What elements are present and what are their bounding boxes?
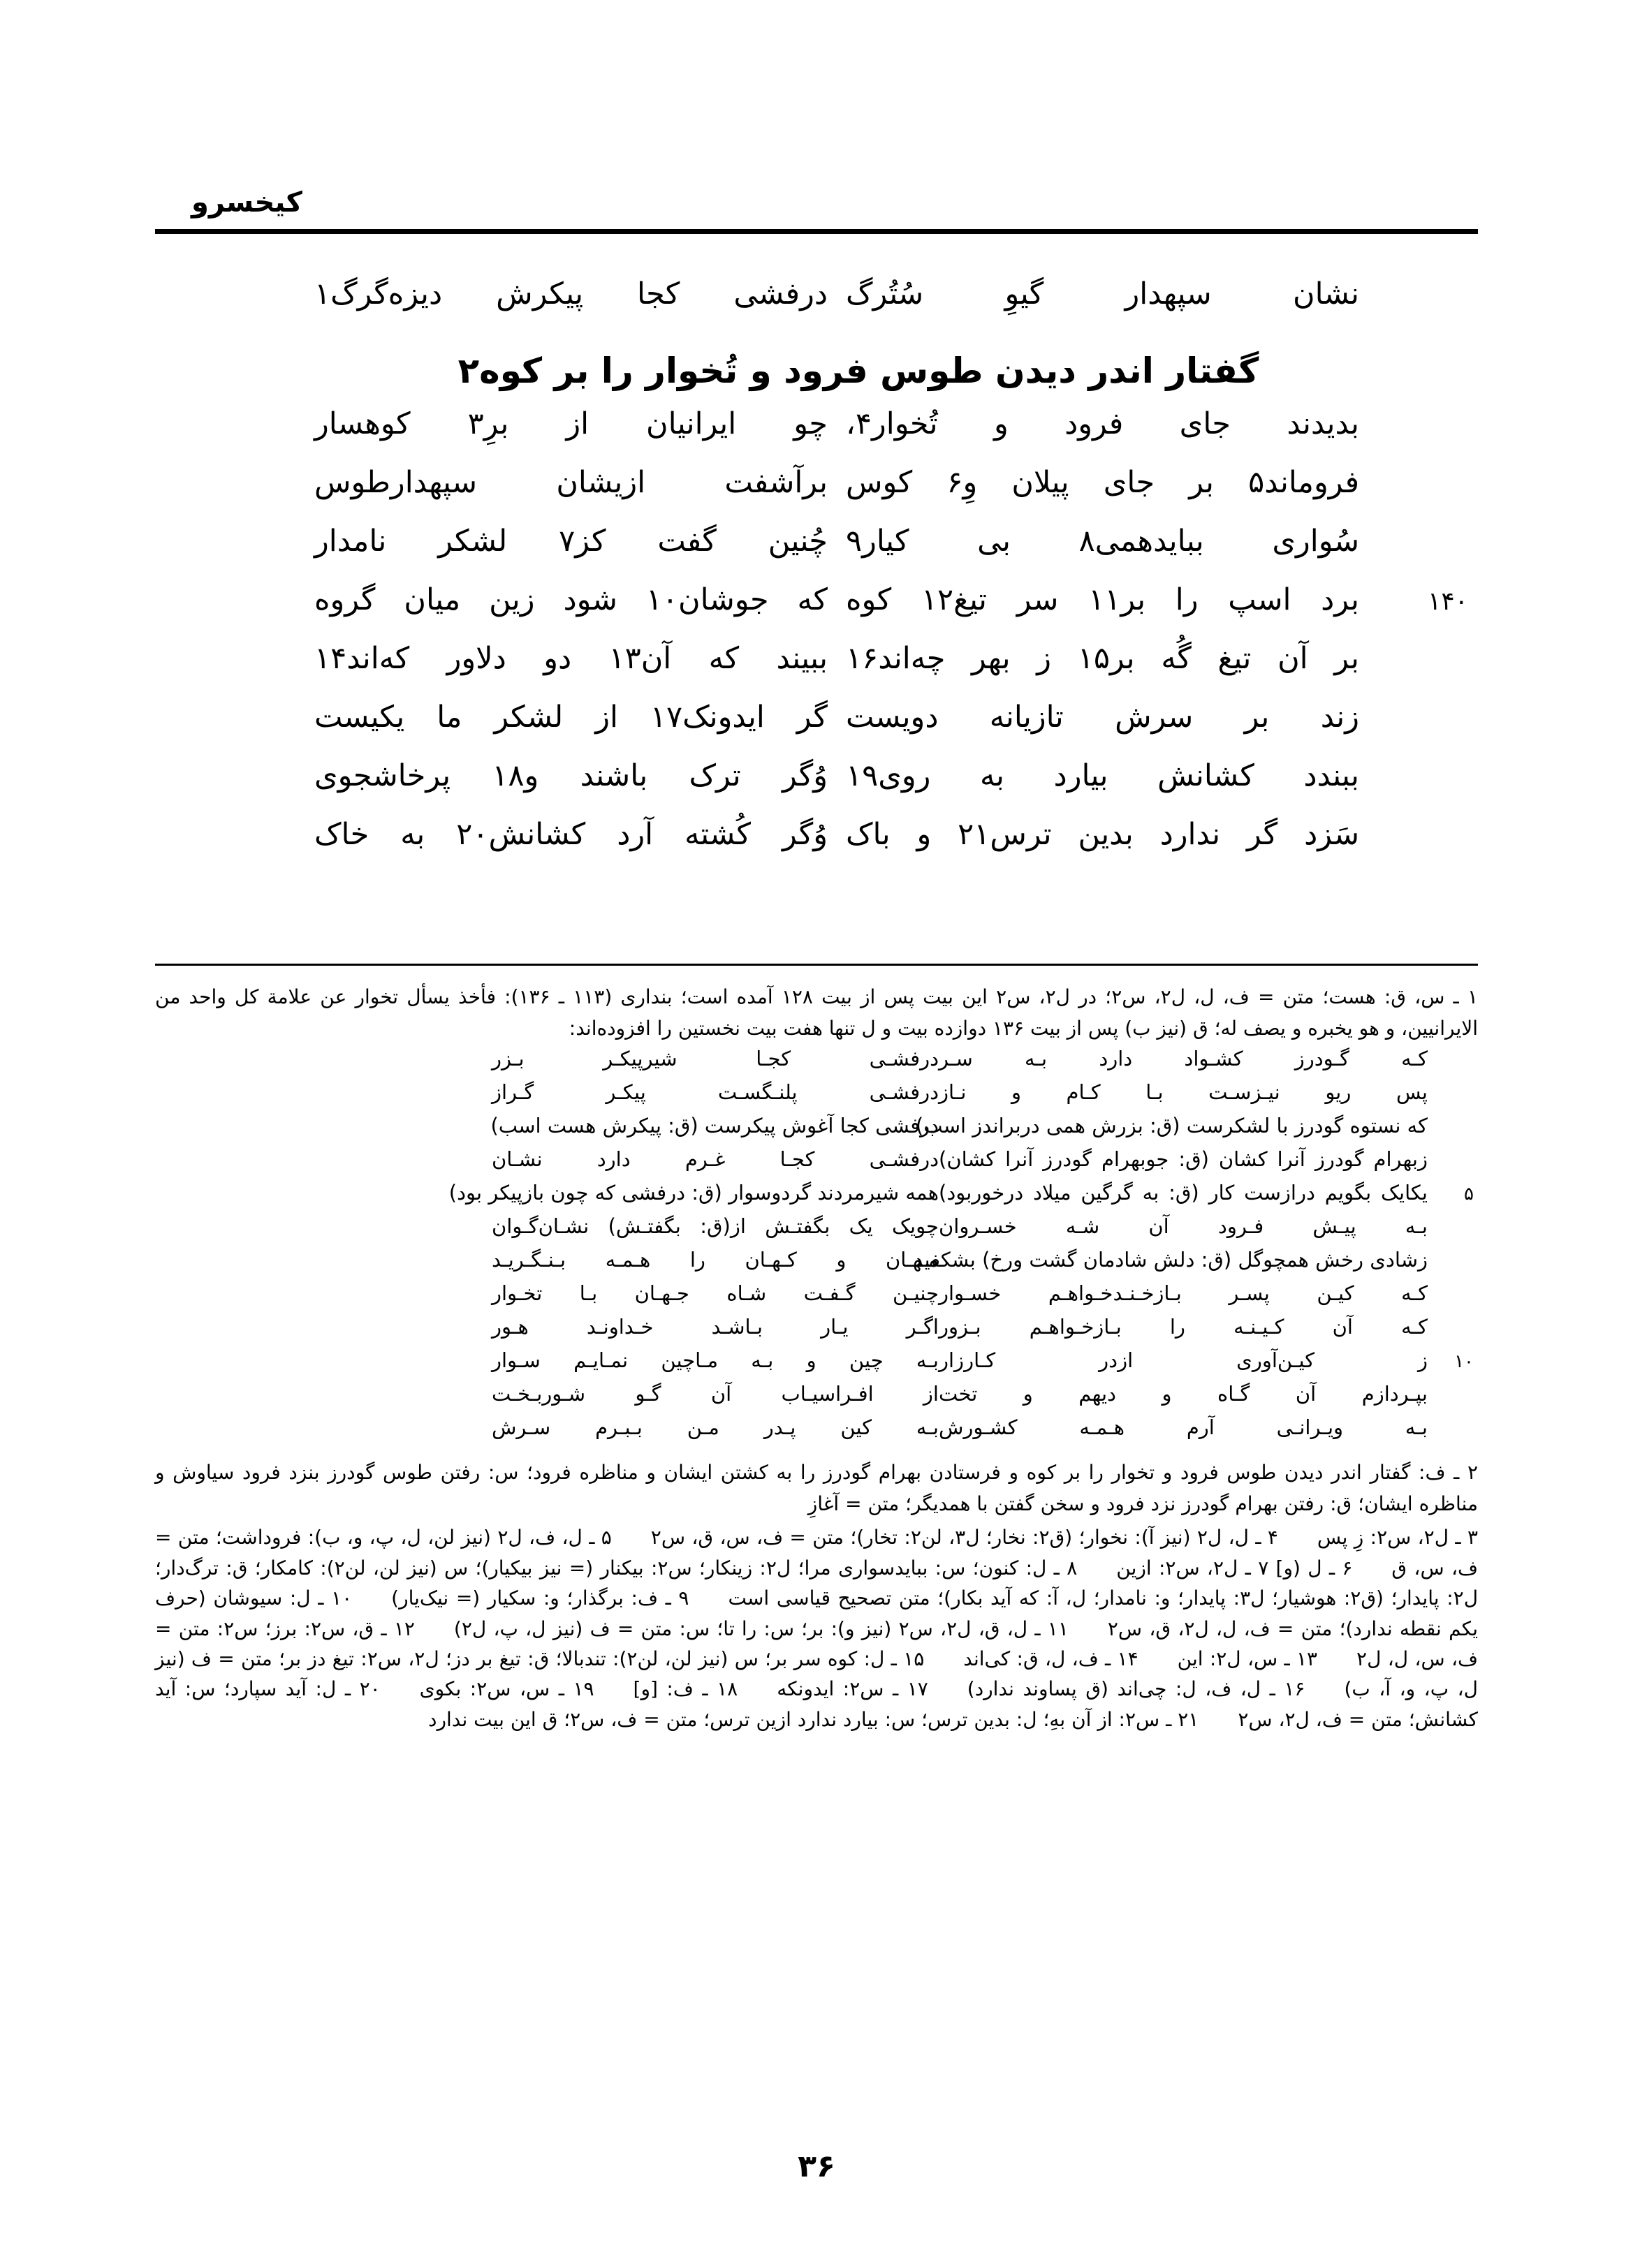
- section-heading: گفتار اندر دیدن طوس فرود و تُخوار را بر کوه۲: [457, 351, 1259, 391]
- variant-hemistich-right: درفشی کجا آغوش پیکرست (ق: پیکرش هست اسب): [490, 1113, 939, 1137]
- apparatus-note: ۳ ـ ل٢، س٢: زِ پس: [1317, 1526, 1478, 1549]
- apparatus-note-1: ۱ ـ س، ق: هست؛ متن = ف، ل، ل٢، س٢؛ در ل٢، س٢ این بیت پس از بیت ۱۲۸ آمده است؛ بنداری (۱۱۳ ـ ۱۳۶): فأخذ یسأل تخوار عن علامة کل واحد من الایرانیین، و هو یخبره و یصف له؛ ق (نیز ب) پس از بیت ۱۳۶ دوازده بیت و ل تنها هفت بیت نخستین را افزوده‌اند:: [155, 985, 1478, 1040]
- apparatus-note-2: ۲ ـ ف: گفتار اندر دیدن طوس فرود و تخوار را بر کوه و فرستادن بهرام گودرز را به کشتن ایشان و مناظره فرود؛ س: رفتن طوس گودرز بنزد فرود سیاوش و مناظره ایشان؛ ق: رفتن بهرام گودرز نزد فرود و سخن گفتن با همدیگر؛ متن = آغازِ: [155, 1460, 1478, 1516]
- apparatus-note: ۱۱ ـ ل، ق، ل٢، س٢ (نیز و): بر؛ س: را تا؛ س: متن = ف (نیز ل، پ، ل٢): [453, 1617, 1069, 1640]
- hemistich-left: زند بر سرش تازیانه دویست: [846, 700, 1359, 735]
- variant-hemistich-right: مـهـان و کـهـان را هـمـه بـنـگـریـد: [492, 1247, 939, 1272]
- variant-row: [155, 1149, 1478, 1183]
- note-separator: [381, 1677, 420, 1700]
- line-number: ۱۴۰: [1427, 587, 1468, 616]
- header-rule: [155, 229, 1478, 234]
- note-separator: [594, 1677, 634, 1700]
- variant-hemistich-left: کـه گـودرز کشـواد دارد بـه سـر: [939, 1046, 1428, 1070]
- note-separator: [924, 1647, 963, 1670]
- couplet-list: [155, 406, 1478, 878]
- apparatus-note: ۱۰ ـ ل: سیوشان (حرف یکم نقطه ندارد)؛ متن = ف، ل، ل٢، ق، س٢: [155, 1586, 1478, 1640]
- note-separator: [1077, 1556, 1116, 1580]
- variant-hemistich-left: بپـردازم آن گـاه و دیهم و تخت: [939, 1381, 1428, 1406]
- table-row: [155, 406, 1478, 468]
- hemistich-left: فروماند۵ بر جای پیلان وِ۶ کوس: [846, 465, 1359, 500]
- variant-hemistich-right: چنیـن گـفـت شـاه جـهـان بـا تخـوار: [492, 1281, 939, 1305]
- apparatus-note: ۸ ـ ل: کنون؛ س: ببایدسواری مرا؛ ل٢: زینکار؛ س٢: بیکنار (= نیز بیکیار)؛ س (نیز لن، لن٢): کامکار؛ ق: ترگ‌دار؛ ل٢: پایدار؛ (ق٢: هوشیار؛ ل٣: پایدار؛ و: نامدار؛ ل، آ: که آید بکار)؛ متن تصحیح قیاسی است: [155, 1556, 1479, 1610]
- apparatus-rule: [155, 964, 1478, 966]
- table-row: [155, 758, 1478, 820]
- running-head-title: کیخسرو: [191, 186, 302, 219]
- running-head-block: [155, 187, 1478, 234]
- apparatus-note: ۵ ـ ل، ف، ل٢ (نیز لن، ل، پ، و، ب): فروداشت؛ متن = ف، س، ق: [155, 1526, 1479, 1580]
- variant-couplet-list: [155, 1046, 1478, 1451]
- variant-row: [155, 1180, 1478, 1216]
- variant-row: [155, 1314, 1478, 1350]
- hemistich-right: وُگر کُشته آرد کشانش۲۰ به خاک: [314, 817, 828, 852]
- hemistich-right: چو ایرانیان از برِ۳ کوهسار: [314, 406, 828, 441]
- note-separator: [1199, 1708, 1238, 1731]
- variant-row: [155, 1415, 1478, 1451]
- variant-row: [155, 1283, 1478, 1317]
- apparatus-note: ۱۴ ـ ف، ل، ق: کی‌اند: [963, 1647, 1138, 1670]
- variant-hemistich-left: کـه کیـن پسـر بـازخـنـدخـواهـم خسـوار: [939, 1281, 1428, 1305]
- table-row: [155, 582, 1478, 644]
- hemistich-left: سَزد گر ندارد بدین ترس۲۱ و باک: [846, 817, 1359, 852]
- note-separator: [415, 1617, 454, 1640]
- apparatus-notes-run: [155, 1522, 1478, 1735]
- apparatus-note: ۶ ـ ل (و] ۷ ـ ل٢، س٢: ازین: [1116, 1556, 1353, 1580]
- note-separator: [738, 1677, 777, 1700]
- variant-hemistich-left: زشادی رخش همچوگل (ق: دلش شادمان گشت ورخ) بشکفید: [914, 1247, 1428, 1272]
- variant-row: [155, 1216, 1478, 1250]
- variant-row: [155, 1113, 1478, 1149]
- variant-line-number: ۵: [1464, 1183, 1474, 1205]
- apparatus-note: ۱۶ ـ ل، ف، ل: چی‌اند (ق پساوند ندارد): [967, 1677, 1305, 1701]
- variant-line-number: ۱۰: [1454, 1350, 1474, 1372]
- hemistich-left: سُواری ببایدهمی۸ بی کیار۹: [846, 524, 1359, 559]
- table-row: [155, 641, 1478, 702]
- apparatus-note: ۱۷ ـ س٢: ایدونکه: [777, 1677, 928, 1701]
- variant-hemistich-right: درفشـی پلنـگسـت پیکـر گـراز: [492, 1080, 939, 1104]
- hemistich-right: وُگر ترک باشند و۱۸ پرخاشجوی: [314, 758, 828, 793]
- table-row: [155, 526, 1478, 585]
- variant-hemistich-right: اگـر یـار بـاشـد خـداونـد هـور: [492, 1314, 939, 1339]
- note-separator: [1352, 1556, 1391, 1580]
- variant-hemistich-left: بـه ویـرانـی آرم هـمـه کشـورش: [939, 1415, 1428, 1439]
- verse-body: [155, 279, 1478, 878]
- variant-hemistich-right: بـه کین پـدر مـن بـبـرم سـرش: [492, 1415, 939, 1439]
- note-separator: [1138, 1647, 1178, 1670]
- note-separator: [352, 1586, 391, 1610]
- hemistich-left: برد اسپ را بر۱۱ سر تیغ۱۲ کوه: [846, 582, 1359, 617]
- variant-hemistich-left: کـه آن کـیـنـه را بـازخـواهـم بـزور: [939, 1314, 1428, 1339]
- apparatus-note: ۲۰ ـ ل: آید سپارد؛ س: آید کشانش؛ متن = ف، ل٢، س٢: [155, 1677, 1478, 1731]
- apparatus-note: ۱۸ ـ ف: [و]: [633, 1677, 738, 1701]
- variant-row: [155, 1350, 1478, 1384]
- hemistich-right: گر ایدونک۱۷ از لشکر ما یکیست: [314, 700, 828, 735]
- hemistich-left: بر آن تیغ گُه بر۱۵ ز بهر چه‌اند۱۶: [846, 641, 1359, 676]
- apparatus-note: ۱۲ ـ ق، س٢: برز؛ س٢: متن = ف، س، ل، ل٢: [155, 1617, 1479, 1670]
- apparatus-note: ۱۳ ـ س، ل٢: این: [1177, 1647, 1318, 1670]
- critical-apparatus: [155, 964, 1478, 1737]
- note-separator: [1317, 1647, 1356, 1670]
- table-row: [155, 465, 1478, 526]
- hemistich-right: برآشفت ازیشان سپهدارطوس: [314, 465, 828, 500]
- hemistich-right: که جوشان۱۰ شود زین میان گروه: [314, 582, 828, 617]
- variant-hemistich-left: زبهرام گودرز آنرا کشان (ق: جوبهرام گودرز آنرا کشان): [939, 1147, 1428, 1171]
- variant-hemistich-left: یکایک بگویم درازست کار (ق: به گرگین میلاد درخوربود): [939, 1180, 1428, 1205]
- variant-hemistich-left: که نستوه گودرز با لشکرست (ق: بزرش همی دربراندز اسب): [915, 1113, 1428, 1137]
- note-separator: [1278, 1526, 1317, 1549]
- note-separator: [1305, 1677, 1344, 1700]
- variant-hemistich-right: بـه چین و بـه مـاچین نمـایـم سـوار: [492, 1348, 939, 1372]
- hemistich-right: چُنین گفت کز۷ لشکر نامدار: [314, 524, 828, 559]
- variant-hemistich-right: از افـراسیـاب آن گـو شـوربـخـت: [492, 1381, 939, 1406]
- variant-hemistich-left: بـه پیـش فـرود آن شـه خسـروان: [939, 1214, 1428, 1238]
- note-separator: [928, 1677, 967, 1700]
- hemistich-left: بدیدند جای فرود و تُخوار۴،: [846, 406, 1359, 441]
- variant-hemistich-right: درفشـی کجـا غـرم دارد نشـان: [492, 1147, 939, 1171]
- variant-row: [155, 1247, 1478, 1283]
- variant-hemistich-left: پس ریو نیـزسـت بـا کـام و نـاز: [939, 1080, 1428, 1104]
- variant-hemistich-right: چویک یک بگفتـش از(ق: بگفتـش) نشـان‌گـوان: [492, 1214, 939, 1238]
- variant-hemistich-left: ز کیـن‌آوری ازدر کـارزار: [939, 1348, 1428, 1372]
- hemistich-right: نشان سپهدار گیوِ سُتُرگ: [846, 277, 1359, 311]
- opening-couplet: [155, 279, 1478, 338]
- note-separator: [689, 1586, 728, 1610]
- apparatus-note: ۲۱ ـ س٢: از آن بهِ؛ ل: بدین ترس؛ س: بیارد ندارد ازین ترس؛ متن = ف، س٢؛ ق این بیت ندارد: [428, 1707, 1199, 1731]
- note-separator: [1069, 1617, 1108, 1640]
- variant-hemistich-right: همه شیرمردند گردوسوار (ق: درفشی که چون بازپیکر بود): [448, 1180, 939, 1205]
- hemistich-left: ببندد کشانش بیارد به روی۱۹: [846, 758, 1359, 793]
- hemistich-right: ببیند که آن۱۳ دو دلاور که‌اند۱۴: [314, 641, 828, 676]
- variant-row: [155, 1381, 1478, 1418]
- hemistich-left: درفشی کجا پیکرش دیزه‌گرگ۱: [314, 277, 828, 311]
- apparatus-note: ۴ ـ ل، ل٢ (نیز آ): نخوار؛ (ق٢: نخار؛ ل٣، لن٢: تخار)؛ متن = ف، س، ق، س٢: [650, 1526, 1278, 1549]
- variant-hemistich-right: درفشـی کجـا شیرپیکـر بـزر: [492, 1046, 939, 1070]
- apparatus-note: ۱۵ ـ ل: کوه سر بر؛ س (نیز لن، لن٢): تندبالا؛ ق: تیغ بر دز؛ ل٢، س٢: تیغ دز بر؛ متن = ف (نیز ل، پ، و، آ، ب): [155, 1647, 1478, 1701]
- page-number: ۳۶: [798, 2149, 835, 2184]
- apparatus-note: ۹ ـ ف: برگذار؛ و: سکیار (= نیک‌یار): [391, 1586, 689, 1610]
- apparatus-note: ۱۹ ـ س، س٢: بکوی: [419, 1677, 594, 1701]
- variant-row: [155, 1082, 1478, 1116]
- note-separator: [612, 1526, 651, 1549]
- table-row: [155, 817, 1478, 878]
- table-row: [155, 702, 1478, 761]
- variant-row: [155, 1046, 1478, 1082]
